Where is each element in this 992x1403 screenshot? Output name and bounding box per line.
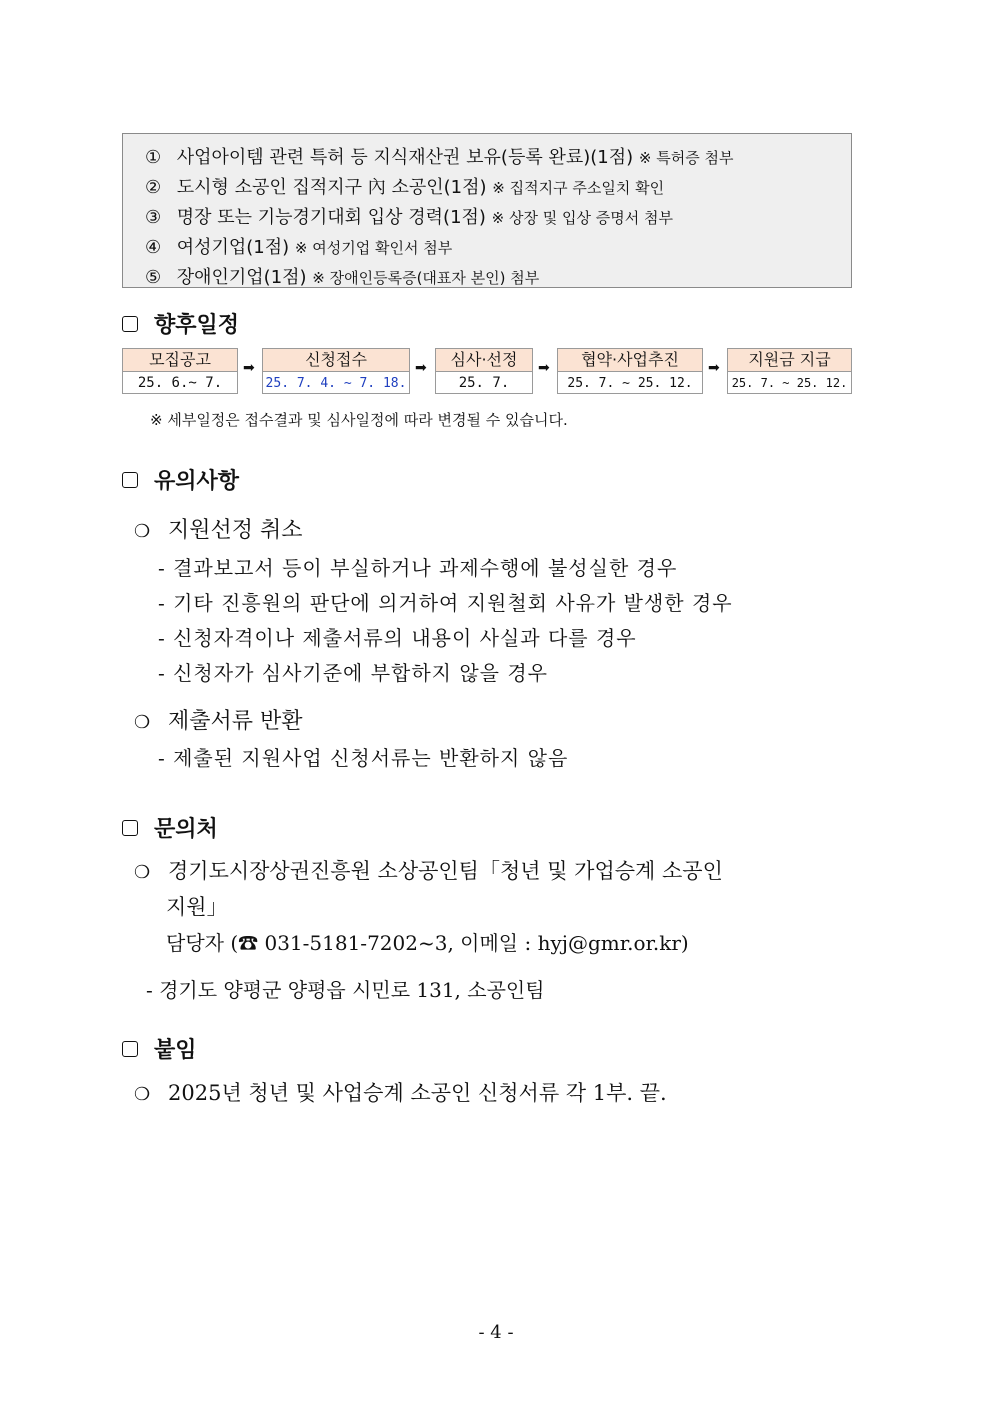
circle-bullet-icon: ❍ xyxy=(134,521,151,542)
circle-bullet-icon: ❍ xyxy=(134,712,151,733)
arrow-right-icon: ➡ xyxy=(708,360,720,376)
caution-title-text: 제출서류 반환 xyxy=(168,709,303,734)
criteria-num: ④ xyxy=(145,237,162,258)
criteria-text: 사업아이템 관련 특허 등 지식재산권 보유(등록 완료)(1점) xyxy=(176,147,634,168)
checkbox-square-icon xyxy=(122,472,138,488)
criteria-item xyxy=(145,263,539,289)
section-heading-attachment xyxy=(122,1033,197,1064)
section-heading-schedule xyxy=(122,308,239,339)
schedule-step-date: 25. 7. 4. ~ 7. 18. xyxy=(265,376,407,391)
schedule-note: ※ 세부일정은 접수결과 및 심사일정에 따라 변경될 수 있습니다. xyxy=(150,411,568,429)
caution-title-text: 지원선정 취소 xyxy=(168,518,303,543)
checkbox-square-icon xyxy=(122,820,138,836)
section-title: 문의처 xyxy=(154,817,218,842)
contact-line xyxy=(134,855,723,885)
criteria-item xyxy=(145,233,452,259)
circle-bullet-icon: ❍ xyxy=(134,1084,151,1105)
caution-group-title xyxy=(134,704,303,735)
schedule-step-label: 지원금 지급 xyxy=(728,349,851,372)
schedule-step xyxy=(262,348,410,394)
criteria-note: ※ 상장 및 입상 증명서 첨부 xyxy=(491,209,673,227)
schedule-step-date: 25. 7. xyxy=(458,375,510,391)
schedule-step-label: 심사·선정 xyxy=(436,349,532,372)
contact-address: - 경기도 양평군 양평읍 시민로 131, 소공인팀 xyxy=(146,978,545,1002)
schedule-step-date: 25. 6.~ 7. xyxy=(137,375,223,391)
arrow-right-icon: ➡ xyxy=(538,360,550,376)
schedule-step xyxy=(435,348,533,394)
criteria-text: 도시형 소공인 집적지구 內 소공인(1점) xyxy=(176,177,487,198)
contact-org: 경기도시장상권진흥원 소상공인팀「청년 및 가업승계 소공인 xyxy=(168,859,723,883)
schedule-step xyxy=(122,348,238,394)
contact-line-2: 지원」 xyxy=(166,895,228,919)
caution-group-title xyxy=(134,513,303,544)
section-heading-cautions xyxy=(122,464,239,495)
criteria-note: ※ 집적지구 주소일치 확인 xyxy=(492,179,665,197)
attachment-line xyxy=(134,1077,667,1107)
caution-item: - 제출된 지원사업 신청서류는 반환하지 않음 xyxy=(158,746,569,770)
arrow-right-icon: ➡ xyxy=(243,360,255,376)
checkbox-square-icon xyxy=(122,1041,138,1057)
caution-item: - 결과보고서 등이 부실하거나 과제수행에 불성실한 경우 xyxy=(158,556,678,580)
schedule-step xyxy=(727,348,852,394)
caution-item: - 신청자가 심사기준에 부합하지 않을 경우 xyxy=(158,661,548,685)
schedule-step-date: 25. 7. ~ 25. 12. xyxy=(731,376,848,390)
schedule-step-label: 모집공고 xyxy=(123,349,237,372)
schedule-step-label: 신청접수 xyxy=(263,349,409,372)
section-title: 붙임 xyxy=(154,1038,197,1063)
arrow-right-icon: ➡ xyxy=(415,360,427,376)
schedule-step-label: 협약·사업추진 xyxy=(558,349,702,372)
checkbox-square-icon xyxy=(122,316,138,332)
criteria-text: 여성기업(1점) xyxy=(176,237,290,258)
criteria-note: ※ 여성기업 확인서 첨부 xyxy=(294,239,453,257)
attachment-text: 2025년 청년 및 사업승계 소공인 신청서류 각 1부. 끝. xyxy=(168,1081,667,1105)
section-title: 향후일정 xyxy=(154,313,240,338)
criteria-item xyxy=(145,203,673,229)
criteria-note: ※ 특허증 첨부 xyxy=(638,149,734,167)
criteria-note: ※ 장애인등록증(대표자 본인) 첨부 xyxy=(312,269,540,287)
circle-bullet-icon: ❍ xyxy=(134,862,151,883)
criteria-item xyxy=(145,143,733,169)
schedule-step-date: 25. 7. ~ 25. 12. xyxy=(567,376,693,391)
criteria-num: ③ xyxy=(145,207,162,228)
contact-person: 담당자 (☎ 031-5181-7202~3, 이메일 : hyj@gmr.or.kr) xyxy=(166,931,689,955)
criteria-num: ② xyxy=(145,177,162,198)
criteria-box xyxy=(122,133,852,288)
section-heading-contact xyxy=(122,812,218,843)
criteria-text: 명장 또는 기능경기대회 입상 경력(1점) xyxy=(176,207,486,228)
caution-item: - 신청자격이나 제출서류의 내용이 사실과 다를 경우 xyxy=(158,626,637,650)
schedule-step xyxy=(557,348,703,394)
criteria-num: ⑤ xyxy=(145,267,162,288)
section-title: 유의사항 xyxy=(154,469,240,494)
criteria-text: 장애인기업(1점) xyxy=(176,267,307,288)
criteria-item xyxy=(145,173,664,199)
caution-item: - 기타 진흥원의 판단에 의거하여 지원철회 사유가 발생한 경우 xyxy=(158,591,733,615)
criteria-num: ① xyxy=(145,147,162,168)
page-number: - 4 - xyxy=(478,1322,514,1343)
